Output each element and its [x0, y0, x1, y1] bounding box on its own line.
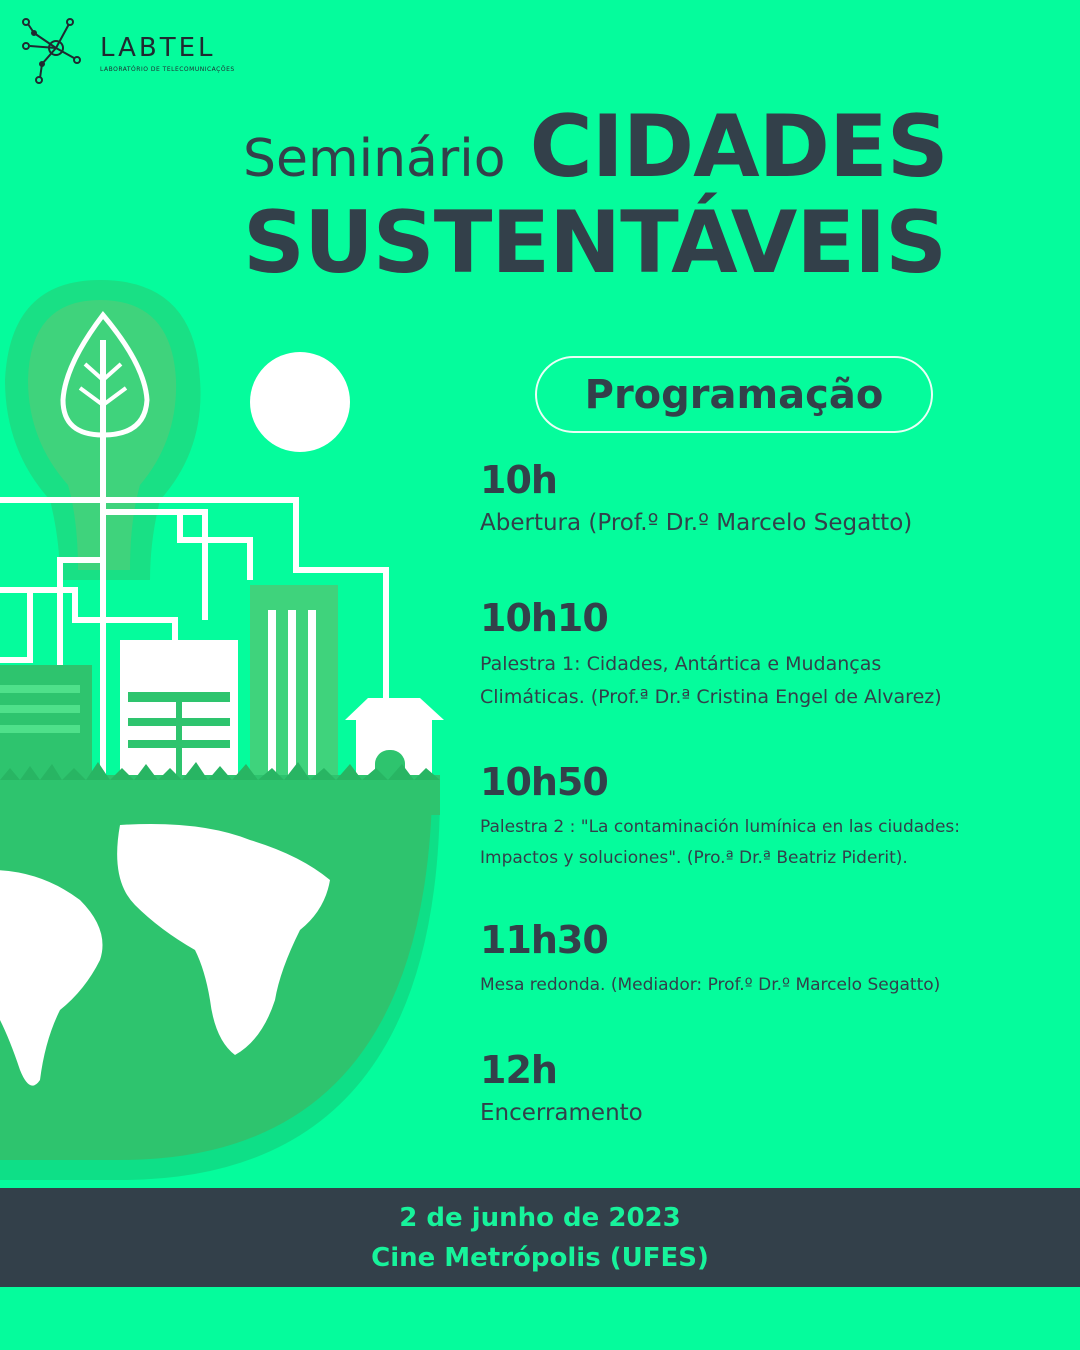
- schedule-description-line: Climáticas. (Prof.ª Dr.ª Cristina Engel de Alvarez): [480, 686, 942, 708]
- event-info-footer: [0, 1188, 1080, 1287]
- schedule-description: Encerramento: [480, 1100, 643, 1126]
- title-prefix: Seminário: [243, 129, 506, 189]
- schedule-description-line: Palestra 1: Cidades, Antártica e Mudanças: [480, 653, 882, 675]
- schedule-time: 10h50: [480, 760, 608, 804]
- sustainable-city-illustration: [0, 280, 470, 1180]
- schedule-description: Abertura (Prof.º Dr.º Marcelo Segatto): [480, 510, 913, 536]
- grass-band: [0, 775, 440, 815]
- logo-name: LABTEL: [100, 33, 216, 63]
- schedule-time: 11h30: [480, 918, 608, 962]
- schedule-description-line: Palestra 2 : "La contaminación lumínica en las ciudades:: [480, 817, 960, 837]
- schedule-item: [480, 760, 1040, 874]
- title-word-1: CIDADES: [529, 97, 948, 197]
- schedule-item: [480, 596, 1040, 714]
- schedule-item: [480, 458, 1040, 536]
- title-word-2: SUSTENTÁVEIS: [243, 193, 947, 293]
- schedule-item: [480, 1048, 1040, 1126]
- event-title: [243, 97, 1063, 293]
- schedule-item: [480, 918, 1040, 1001]
- schedule-time: 10h: [480, 458, 557, 502]
- schedule-time: 12h: [480, 1048, 557, 1092]
- schedule-time: 10h10: [480, 596, 608, 640]
- logo-subtitle: LABORATÓRIO DE TELECOMUNICAÇÕES: [100, 66, 235, 73]
- labtel-logo: [20, 18, 235, 84]
- schedule-description: Mesa redonda. (Mediador: Prof.º Dr.º Marcelo Segatto): [480, 975, 941, 995]
- house-shape: [345, 698, 444, 720]
- network-node-icon: [20, 18, 82, 84]
- program-label: Programação: [535, 356, 933, 433]
- schedule-description-line: Impactos y soluciones". (Pro.ª Dr.ª Beatriz Piderit).: [480, 848, 908, 868]
- sun-circle: [250, 352, 350, 452]
- event-venue: Cine Metrópolis (UFES): [371, 1242, 709, 1273]
- event-date: 2 de junho de 2023: [399, 1202, 681, 1233]
